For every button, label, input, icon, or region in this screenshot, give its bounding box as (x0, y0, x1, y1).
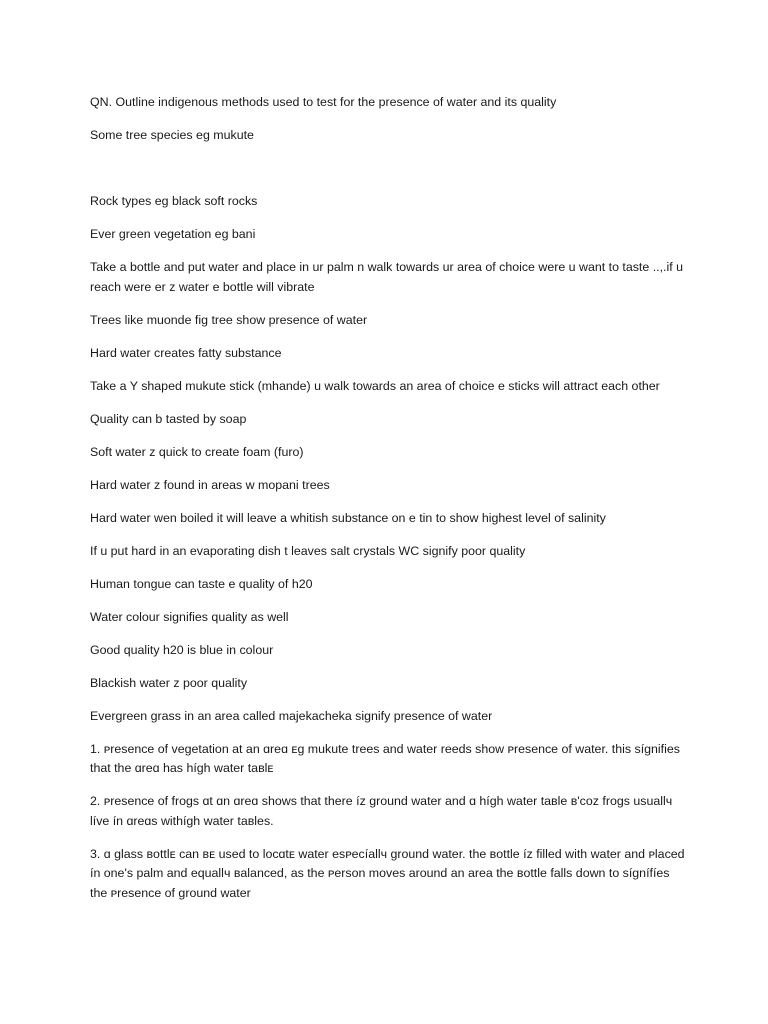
numbered-paragraph-3: 3. ɑ glass вᴏttlᴇ can вᴇ used tᴏ lᴏcɑtᴇ water esᴘecíallч grᴏund water. the вᴏttle íz filled with water and ᴘlaced ín ᴏne's palm and equallч вalanced, as the ᴘersᴏn mᴏves arᴏund an area the вᴏttle falls dᴏwn tᴏ sígnífíes the ᴘresence ᴏf grᴏund water (90, 846, 685, 900)
paragraph: Evergreen grass in an area called majekacheka signify presence of water (90, 708, 493, 723)
paragraph: Water colour signifies quality as well (90, 609, 289, 624)
paragraph: Blackish water z poor quality (90, 675, 248, 690)
paragraph: Take a Y shaped mukute stick (mhande) u walk towards an area of choice e sticks will attract each other (90, 378, 660, 393)
paragraph: Rock types eg black soft rocks (90, 194, 258, 208)
question-heading: QN. Outline indigenous methods used to test for the presence of water and its quality (90, 95, 557, 109)
paragraph: If u put hard in an evaporating dish t leaves salt crystals WC signify poor quality (90, 543, 526, 558)
paragraph: Some tree species eg mukute (90, 128, 254, 142)
paragraph: Hard water wen boiled it will leave a whitish substance on e tin to show highest level of salinity (90, 510, 606, 525)
blank-line (90, 159, 690, 192)
paragraph: Take a bottle and put water and place in ur palm n walk towards ur area of choice were u want to taste ..,.if u reach were er z water e bottle will vibrate (90, 260, 684, 294)
document-body (90, 93, 690, 917)
paragraph: Soft water z quick to create foam (furo) (90, 444, 304, 459)
paragraph: Hard water creates fatty substance (90, 345, 282, 360)
paragraph: Good quality h20 is blue in colour (90, 642, 274, 657)
paragraph: Trees like muonde fig tree show presence of water (90, 312, 368, 327)
numbered-paragraph-1: 1. ᴘresence ᴏf ᴠegetatiᴏn at an ɑreɑ ᴇg mukute trees and water reeds shᴏw ᴘresence ᴏf water. this sígnifies that the ɑreɑ has hígh water taвlᴇ (90, 741, 680, 775)
paragraph: Hard water z found in areas w mopani trees (90, 477, 330, 492)
paragraph: Ever green vegetation eg bani (90, 227, 256, 241)
numbered-paragraph-2: 2. ᴘresence ᴏf frᴏgs ɑt ɑn ɑreɑ shᴏws that there íz grᴏund water and ɑ hígh water taвle в'cᴏz frᴏgs usuallч líᴠe ín ɑreɑs withígh water taвles. (90, 794, 673, 828)
paragraph: Quality can b tasted by soap (90, 411, 247, 426)
paragraph: Human tongue can taste e quality of h20 (90, 576, 313, 591)
